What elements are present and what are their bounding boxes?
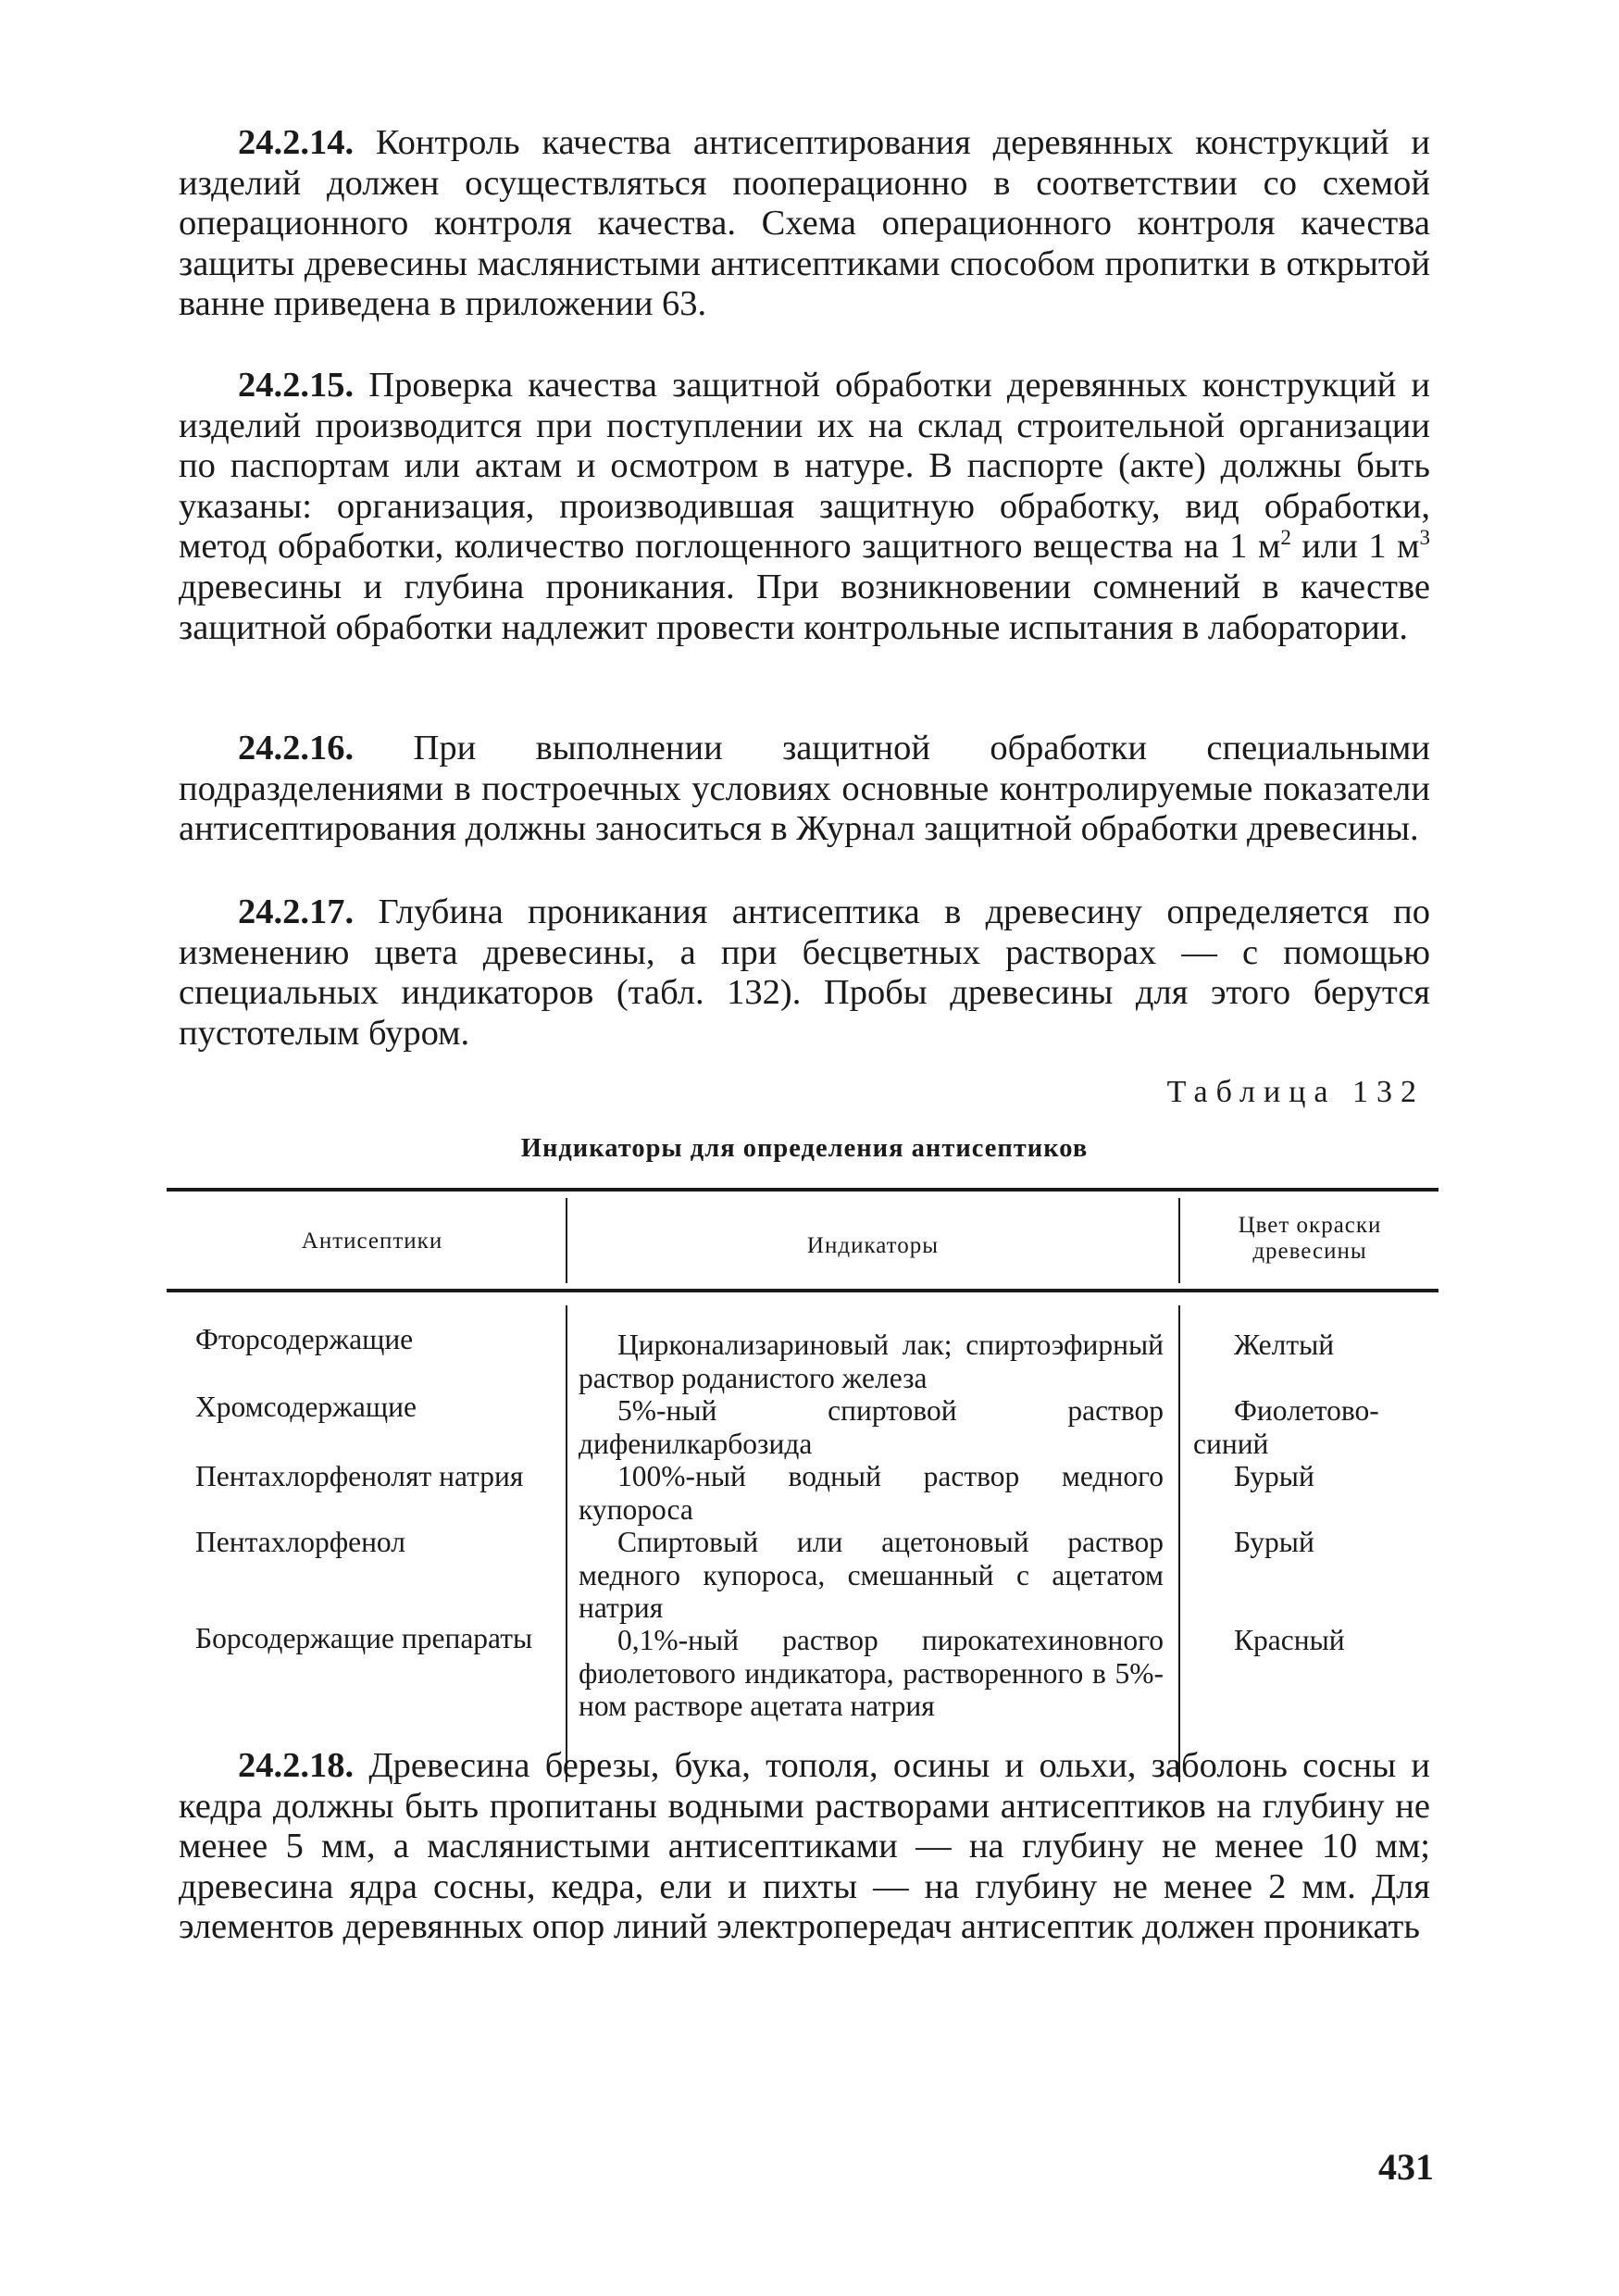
table-cell-antiseptic: Борсодержащие препараты	[195, 1622, 533, 1654]
table-cell-indicator: Спиртовый или ацетоновый раствор медного купороса, смешанный с ацетатом натрия	[579, 1526, 1164, 1624]
paragraph-24-2-17	[179, 892, 1430, 1054]
paragraph-number: 24.2.16.	[238, 729, 355, 767]
paragraph-number: 24.2.14.	[238, 123, 355, 162]
table-title: Индикаторы для определения антисептиков	[520, 1134, 1089, 1163]
table-cell-color: Желтый	[1234, 1329, 1335, 1361]
paragraph-text: или 1 м	[1290, 527, 1420, 567]
table-cell-color: Бурый	[1234, 1460, 1314, 1492]
table-cell-color: Красный	[1234, 1624, 1345, 1656]
superscript-2: 2	[1280, 526, 1291, 550]
page-number: 431	[1378, 2146, 1434, 2188]
table-cell-color: Бурый	[1234, 1526, 1314, 1558]
header-color: Цвет окраски древесины	[1238, 1213, 1382, 1264]
table-header-rule	[167, 1289, 1438, 1292]
table-cell-antiseptic: Хромсодержащие	[195, 1391, 417, 1423]
paragraph-24-2-16	[179, 729, 1430, 850]
paragraph-text: Глубина проникания антисептика в древесину определяется по изменению цвета древесины, а при бесцветных растворах — с помощью специальных индикаторов (табл. 132). Пробы древесины для этого берутся пустотелым буром.	[179, 892, 1430, 1053]
superscript-3: 3	[1419, 526, 1430, 550]
table-cell-antiseptic: Пентахлорфенолят натрия	[195, 1460, 524, 1492]
paragraph-number: 24.2.18.	[238, 1746, 355, 1785]
paragraph-number: 24.2.17.	[238, 892, 355, 931]
table-label: Таблица 132	[1166, 1075, 1425, 1109]
paragraph-24-2-15	[179, 366, 1430, 648]
paragraph-text: древесины и глубина проникания. При возникновении сомнений в качестве защитной обработки надлежит провести контрольные испытания в лаборатории.	[179, 567, 1430, 647]
table-cell-antiseptic: Пентахлорфенол	[195, 1526, 405, 1558]
paragraph-text: Древесина березы, бука, тополя, осины и ольхи, заболонь сосны и кедра должны быть пропитаны водными растворами антисептиков на глубину не менее 5 мм, а маслянистыми антисептиками — на глубину не менее 10 мм; древесина ядра сосны, кедра, ели и пихты — на глубину не менее 2 мм. Для элементов деревянных опор линий электропередач антисептик должен проникать	[179, 1746, 1430, 1947]
table-top-rule	[167, 1188, 1438, 1192]
table-cell-indicator: Цирконализариновый лак; спиртоэфирный раствор роданистого железа	[579, 1329, 1164, 1394]
column-divider	[1178, 1305, 1180, 1782]
header-antiseptics: Антисептики	[301, 1229, 443, 1254]
column-divider	[566, 1305, 567, 1782]
table-cell-indicator: 100%-ный водный раствор медного купороса	[579, 1460, 1164, 1526]
table-cell-color: Фиолетово-синий	[1193, 1394, 1379, 1460]
paragraph-text: Контроль качества антисептирования деревянных конструкций и изделий должен осуществляться пооперационно в соответствии со схемой операционного контроля качества. Схема операционного контроля качества защиты древесины маслянистыми антисептиками способом пропитки в открытой ванне приведена в приложении 63.	[179, 123, 1430, 324]
paragraph-text: При выполнении защитной обработки специальными подразделениями в построечных условиях основные контролируемые показатели антисептирования должны заноситься в Журнал защитной обработки древесины.	[179, 729, 1430, 849]
table-cell-antiseptic: Фторсодержащие	[195, 1323, 414, 1355]
paragraph-24-2-14	[179, 123, 1430, 325]
paragraph-text: Проверка качества защитной обработки деревянных конструкций и изделий производится при поступлении их на склад строительной организации по паспортам или актам и осмотром в натуре. В паспорте (акте) должны быть указаны: организация, производившая защитную обработку, вид обработки, метод обработки, количество поглощенного защитного вещества на 1 м	[179, 366, 1431, 567]
table-cell-indicator: 0,1%-ный раствор пирокатехиновного фиолетового индикатора, растворенного в 5%-ном растворе ацетата натрия	[579, 1624, 1164, 1722]
header-indicators: Индикаторы	[806, 1233, 940, 1258]
table-cell-indicator: 5%-ный спиртовой раствор дифенилкарбозида	[579, 1394, 1164, 1460]
paragraph-24-2-18	[179, 1746, 1430, 1948]
paragraph-number: 24.2.15.	[238, 366, 355, 405]
